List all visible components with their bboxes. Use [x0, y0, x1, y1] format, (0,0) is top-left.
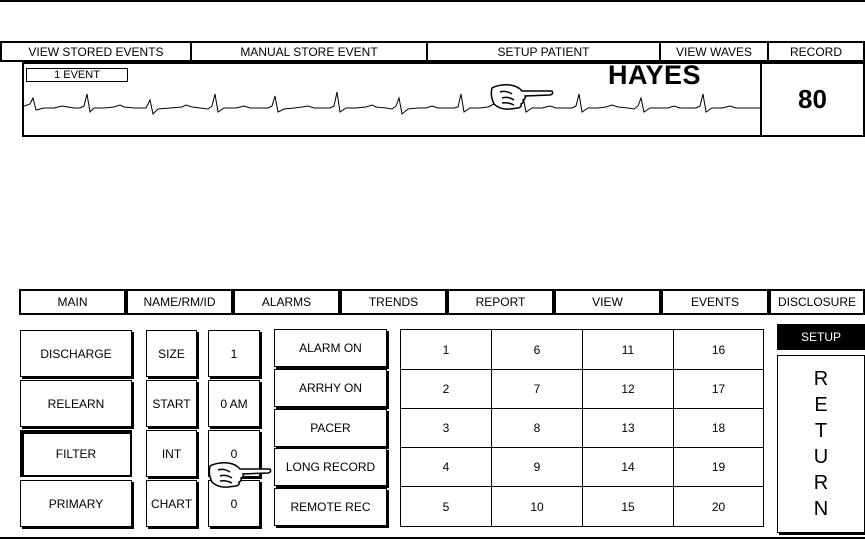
manual-store-event-button[interactable]: MANUAL STORE EVENT — [192, 43, 428, 60]
grid-cell-7[interactable]: 7 — [492, 370, 583, 409]
grid-cell-19[interactable]: 19 — [674, 448, 763, 487]
pacer-button[interactable]: PACER — [274, 409, 387, 447]
tab-view[interactable]: VIEW — [554, 289, 661, 315]
grid-cell-1[interactable]: 1 — [401, 330, 492, 370]
grid-cell-6[interactable]: 6 — [492, 330, 583, 370]
heart-rate-value: 80 — [762, 62, 865, 137]
long-record-button[interactable]: LONG RECORD — [274, 448, 387, 486]
event-count-label: 1 EVENT — [26, 68, 128, 82]
pointing-hand-icon — [206, 458, 276, 490]
grid-cell-9[interactable]: 9 — [492, 448, 583, 487]
arrhy-on-button[interactable]: ARRHY ON — [274, 369, 387, 407]
grid-cell-20[interactable]: 20 — [711, 499, 726, 514]
grid-cell-5[interactable]: 5 — [401, 487, 492, 526]
patient-name: HAYES — [608, 60, 702, 90]
view-stored-events-button[interactable]: VIEW STORED EVENTS — [2, 43, 192, 60]
tab-trends[interactable]: TRENDS — [340, 289, 447, 315]
top-nav-bar — [0, 41, 865, 62]
grid-cell-12[interactable]: 12 — [583, 370, 674, 409]
grid-cell-15[interactable]: 15 — [583, 487, 674, 526]
grid-cell-11[interactable]: 11 — [583, 330, 674, 370]
int-label-button[interactable]: INT — [146, 430, 197, 477]
grid-cell-17[interactable]: 17 — [674, 370, 763, 409]
grid-cell-2[interactable]: 2 — [401, 370, 492, 409]
grid-cell-13[interactable]: 13 — [583, 409, 674, 448]
grid-cell-14[interactable]: 14 — [583, 448, 674, 487]
tab-name-rm-id[interactable]: NAME/RM/ID — [126, 289, 233, 315]
chart-value[interactable]: 0 — [208, 480, 260, 527]
record-button[interactable]: RECORD — [789, 44, 842, 59]
grid-cell-16[interactable]: 16 — [674, 330, 763, 370]
grid-cell-10[interactable]: 10 — [492, 487, 583, 526]
start-label-button[interactable]: START — [146, 380, 197, 427]
setup-label[interactable]: SETUP — [777, 324, 865, 350]
grid-cell-18[interactable]: 18 — [674, 409, 763, 448]
pointing-hand-icon — [488, 80, 558, 112]
grid-cell-4[interactable]: 4 — [401, 448, 492, 487]
filter-button[interactable]: FILTER — [20, 430, 132, 477]
alarm-on-button[interactable]: ALARM ON — [274, 329, 387, 367]
event-number-grid — [400, 329, 764, 527]
relearn-button[interactable]: RELEARN — [20, 380, 132, 427]
setup-patient-button[interactable]: SETUP PATIENT — [428, 43, 661, 60]
return-button[interactable] — [777, 355, 865, 533]
tab-report[interactable]: REPORT — [447, 289, 554, 315]
start-value[interactable]: 0 AM — [208, 380, 260, 427]
size-value[interactable]: 1 — [208, 330, 260, 377]
int-value[interactable]: 0 — [208, 430, 260, 477]
tab-events[interactable]: EVENTS — [661, 289, 769, 315]
grid-cell-3[interactable]: 3 — [401, 409, 492, 448]
tab-alarms[interactable]: ALARMS — [233, 289, 340, 315]
tab-main[interactable]: MAIN — [19, 289, 126, 315]
return-label-vertical: R E T U R N — [813, 368, 829, 520]
view-waves-button[interactable]: VIEW WAVES — [661, 43, 769, 60]
size-label-button[interactable]: SIZE — [146, 330, 197, 377]
remote-rec-button[interactable]: REMOTE REC — [274, 488, 387, 526]
top-rule — [0, 0, 865, 2]
bottom-rule — [0, 537, 865, 539]
grid-cell-8[interactable]: 8 — [492, 409, 583, 448]
tab-disclosure[interactable]: DISCLOSURE — [769, 289, 865, 315]
primary-button[interactable]: PRIMARY — [20, 480, 132, 527]
chart-label-button[interactable]: CHART — [146, 480, 197, 527]
discharge-button[interactable]: DISCHARGE — [20, 330, 132, 377]
